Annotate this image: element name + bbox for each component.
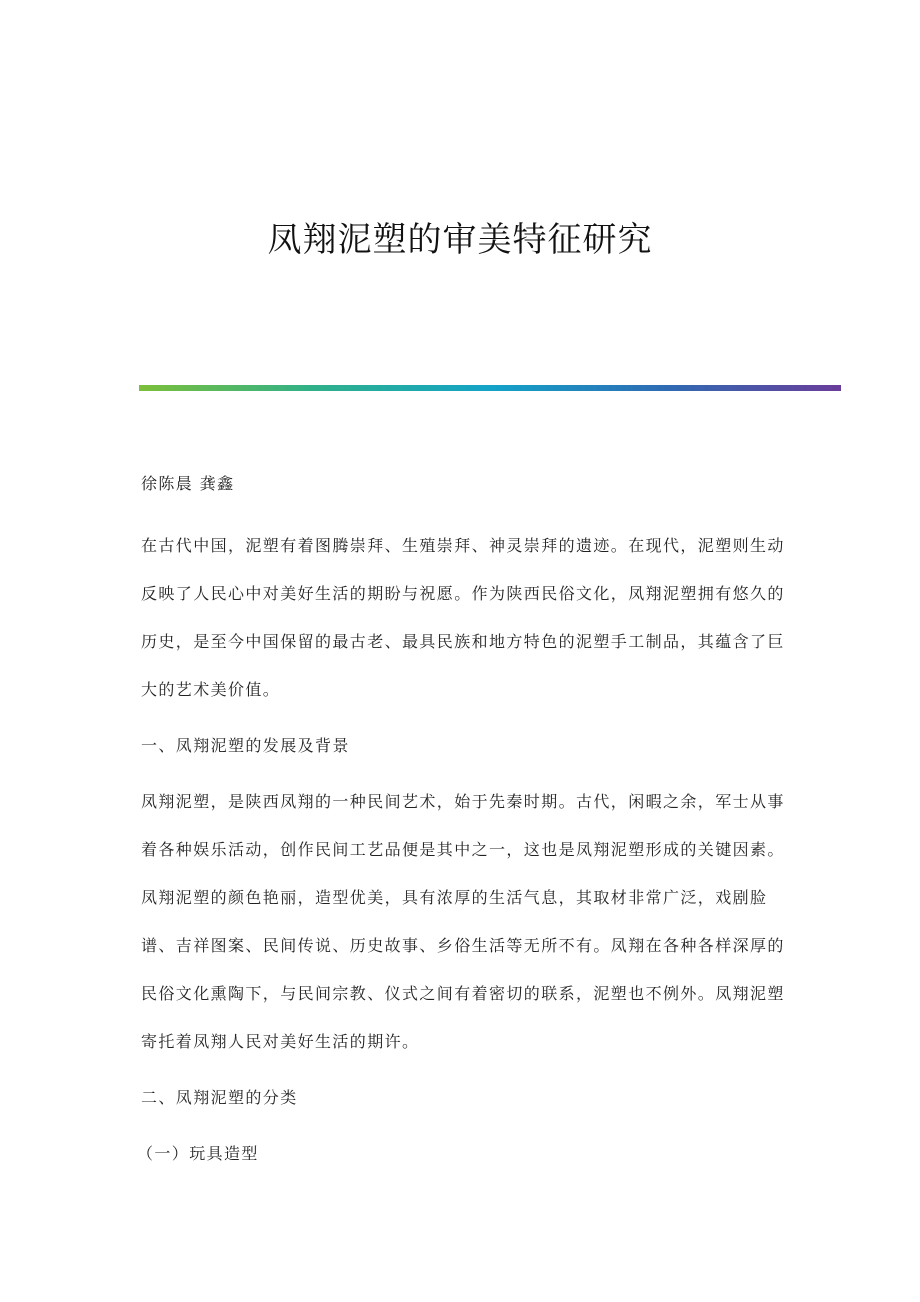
authors-line: 徐陈晨 龚鑫 xyxy=(141,474,235,493)
gradient-divider xyxy=(139,385,841,391)
section-2-subheading-1: （一）玩具造型 xyxy=(137,1144,259,1163)
document-body xyxy=(137,466,801,1178)
section-1-paragraph: 凤翔泥塑，是陕西凤翔的一种民间艺术，始于先秦时期。古代，闲暇之余，军士从事着各种娱乐活动，创作民间工艺品便是其中之一，这也是凤翔泥塑形成的关键因素。凤翔泥塑的颜色艳丽，造型优美，具有浓厚的生活气息，其取材非常广泛，戏剧脸谱、吉祥图案、民间传说、历史故事、乡俗生活等无所不有。凤翔在各种各样深厚的民俗文化熏陶下，与民间宗教、仪式之间有着密切的联系，泥塑也不例外。凤翔泥塑寄托着凤翔人民对美好生活的期许。 xyxy=(141,792,785,1051)
document-title: 凤翔泥塑的审美特征研究 xyxy=(267,220,653,260)
section-1-heading: 一、凤翔泥塑的发展及背景 xyxy=(141,736,350,755)
section-2-heading: 二、凤翔泥塑的分类 xyxy=(141,1088,298,1107)
abstract-paragraph: 在古代中国，泥塑有着图腾崇拜、生殖崇拜、神灵崇拜的遗迹。在现代，泥塑则生动反映了人民心中对美好生活的期盼与祝愿。作为陕西民俗文化，凤翔泥塑拥有悠久的历史，是至今中国保留的最古老、最具民族和地方特色的泥塑手工制品，其蕴含了巨大的艺术美价值。 xyxy=(141,536,785,699)
